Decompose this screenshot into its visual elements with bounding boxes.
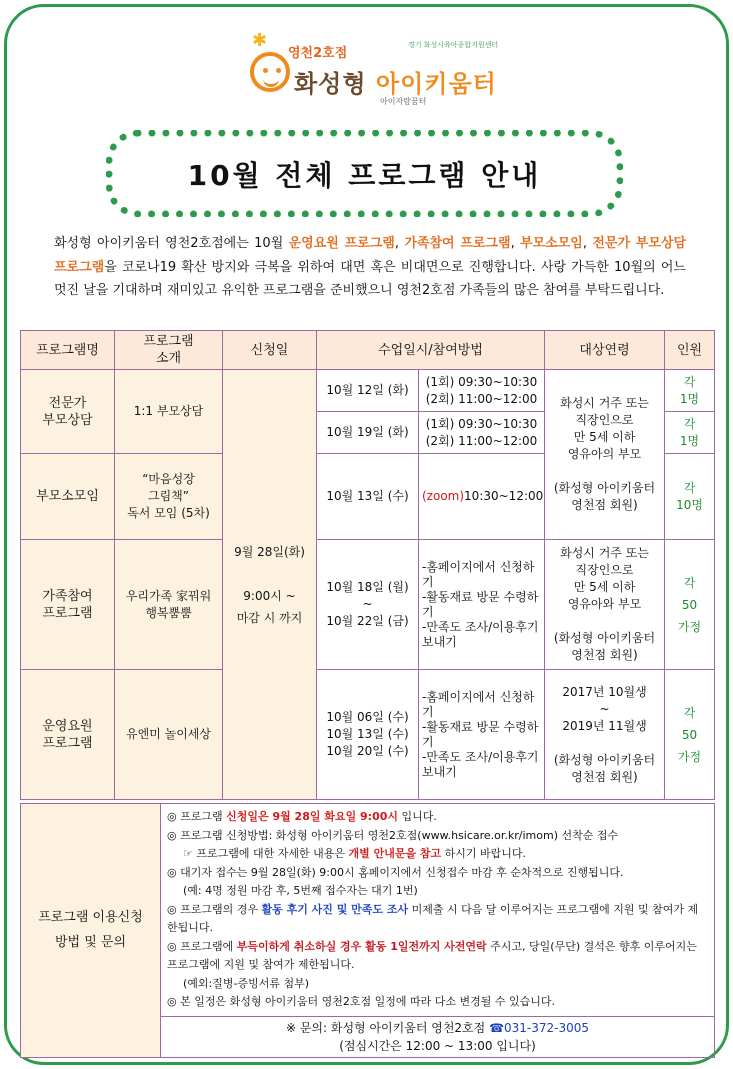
logo-tagline: 아이자람꿈터 [380, 97, 427, 106]
signup-line: 9:00시 ~ [243, 588, 296, 603]
intro-text: 화성형 아이키움터 영천2호점에는 10월 [54, 236, 289, 251]
info-text: ◎ 프로그램의 경우 [167, 902, 262, 916]
logo-name [294, 64, 497, 99]
info-highlight: 부득이하게 취소하실 경우 활동 1일전까지 사전연락 [236, 939, 487, 953]
signup-line: 9월 28일(화) [234, 544, 305, 559]
info-line [167, 938, 708, 975]
header-name: 프로그램명 [21, 331, 115, 370]
page-title: 10월 전체 프로그램 안내 [187, 158, 542, 192]
class-time: (1회) 09:30~10:30 (2회) 11:00~12:00 [419, 412, 545, 454]
info-line [167, 808, 708, 827]
info-text: ◎ 프로그램 [167, 810, 227, 823]
info-text: 미제출 시 다음 달 이루어지는 프로그램에 지원 및 참여가 제한됩니다. [167, 902, 699, 934]
header-signup: 신청일 [223, 331, 317, 370]
program-name: 가족참여 프로그램 [21, 540, 115, 670]
intro-highlight: 부모소모임 [520, 236, 583, 251]
intro-highlight: 전문가 부모상담 프로그램 [54, 236, 687, 275]
header-target: 대상연령 [545, 331, 665, 370]
logo-name-b: 아이키움터 [375, 70, 497, 98]
intro-sep: , [582, 236, 593, 251]
signup-date [223, 370, 317, 800]
contact-info [161, 1016, 715, 1057]
intro-paragraph [54, 232, 686, 303]
class-date: 10월 19일 (화) [317, 412, 419, 454]
info-items [161, 804, 715, 1017]
target-age: 화성시 거주 또는 직장인으로 만 5세 이하 영유아의 부모 (화성형 아이키움터 영천점 회원) [545, 370, 665, 540]
info-line: ◎ 본 일정은 화성형 아이키움터 영천2호점 일정에 따라 다소 변경될 수 있습니다. [167, 995, 555, 1008]
info-highlight: 신청일은 9월 28일 화요일 9:00시 [226, 810, 399, 823]
class-date: 10월 06일 (수) 10월 13일 (수) 10월 20일 (수) [317, 670, 419, 800]
header-intro: 프로그램 소개 [115, 331, 223, 370]
smiley-face-icon [250, 52, 290, 92]
target-age: 2017년 10월생 ~ 2019년 11월생 (화성형 아이키움터 영천점 회원) [545, 670, 665, 800]
info-highlight: 개별 안내문을 참고 [348, 847, 442, 860]
info-line: ◎ 대기자 접수는 9월 28일(화) 9:00시 홈페이지에서 신청접수 마감 후 순차적으로 진행됩니다. [167, 865, 624, 879]
info-text: 주시고, 당일(무단) 결석은 향후 이루어지는 프로그램에 지원 및 참여가 제한됩니다. [167, 939, 697, 971]
intro-text: 을 코로나19 확산 방지와 극복을 위하여 대면 혹은 비대면으로 진행합니다. 사랑 가득한 10월의 어느 멋진 날을 기대하며 재미있고 유익한 프로그램을 준비했으니 영천2호점 가족들의 많은 참여를 부탁드립니다. [54, 259, 686, 298]
logo-branch: 영천2호점 [288, 46, 348, 61]
class-date: 10월 18일 (월) ~ 10월 22일 (금) [317, 540, 419, 670]
capacity: 각 50 가정 [665, 670, 715, 800]
program-table [20, 330, 715, 800]
intro-sep: , [510, 236, 521, 251]
info-line: (예외:질병-증빙서류 첨부) [183, 976, 310, 990]
capacity: 각 1명 [665, 412, 715, 454]
info-line: (예: 4명 정원 마감 후, 5번째 접수자는 대기 1번) [183, 884, 418, 897]
info-text: ◎ 프로그램에 [167, 939, 237, 953]
program-intro: “마음성장 그림책” 독서 모임 (5차) [115, 454, 223, 540]
info-text: 하시기 바랍니다. [441, 847, 527, 860]
logo-name-a: 화성형 [294, 70, 376, 98]
table-row [21, 540, 715, 670]
class-time [419, 454, 545, 540]
contact-line: (점심시간은 12:00 ~ 13:00 입니다) [339, 1038, 536, 1053]
logo-org: 경기 화성시육아종합지원센터 [408, 41, 499, 49]
contact-line [163, 1019, 712, 1037]
program-name: 운영요원 프로그램 [21, 670, 115, 800]
zoom-time: 10:30~12:00 [464, 489, 544, 503]
table-row [21, 670, 715, 800]
logo [250, 30, 510, 114]
phone-number[interactable]: ☎031-372-3005 [489, 1020, 590, 1035]
info-heading: 프로그램 이용신청 방법 및 문의 [21, 804, 161, 1058]
program-intro: 1:1 부모상담 [115, 370, 223, 454]
intro-sep: , [394, 236, 405, 251]
program-intro: 우리가족 家꿔워 행복뿜뿜 [115, 540, 223, 670]
signup-line: 마감 시 까지 [236, 610, 303, 625]
info-line: ◎ 프로그램 신청방법: 화성형 아이키움터 영천2호점(www.hsicare.or.kr/imom) 선착순 접수 [167, 828, 619, 842]
contact-text: ※ 문의: 화성형 아이키움터 영천2호점 [285, 1020, 490, 1035]
class-date: 10월 13일 (수) [317, 454, 419, 540]
info-text: ☞ 프로그램에 대한 자세한 내용은 [183, 847, 349, 860]
zoom-label: (zoom) [422, 489, 465, 503]
table-header-row [21, 331, 715, 370]
star-icon: ✱ [252, 30, 268, 51]
info-highlight: 활동 후기 사진 및 만족도 조사 [261, 902, 409, 916]
info-line [167, 845, 708, 864]
capacity: 각 10명 [665, 454, 715, 540]
intro-highlight: 가족참여 프로그램 [404, 236, 511, 251]
header-count: 인원 [665, 331, 715, 370]
participation-method: -홈페이지에서 신청하기 -활동재료 방문 수령하기 -만족도 조사/이용후기 보내기 [419, 670, 545, 800]
info-text: 입니다. [398, 810, 437, 823]
info-line [167, 901, 708, 938]
class-time: (1회) 09:30~10:30 (2회) 11:00~12:00 [419, 370, 545, 412]
target-age: 화성시 거주 또는 직장인으로 만 5세 이하 영유아와 부모 (화성형 아이키움터 영천점 회원) [545, 540, 665, 670]
class-date: 10월 12일 (화) [317, 370, 419, 412]
table-row [21, 370, 715, 412]
title-box [106, 130, 623, 217]
header-schedule: 수업일시/참여방법 [317, 331, 545, 370]
program-name: 전문가 부모상담 [21, 370, 115, 454]
capacity: 각 1명 [665, 370, 715, 412]
program-name: 부모소모임 [21, 454, 115, 540]
capacity: 각 50 가정 [665, 540, 715, 670]
participation-method: -홈페이지에서 신청하기 -활동재료 방문 수령하기 -만족도 조사/이용후기 보내기 [419, 540, 545, 670]
info-table [20, 803, 715, 1058]
program-intro: 유엔미 놀이세상 [115, 670, 223, 800]
intro-highlight: 운영요원 프로그램 [288, 236, 395, 251]
info-row [21, 804, 715, 1017]
